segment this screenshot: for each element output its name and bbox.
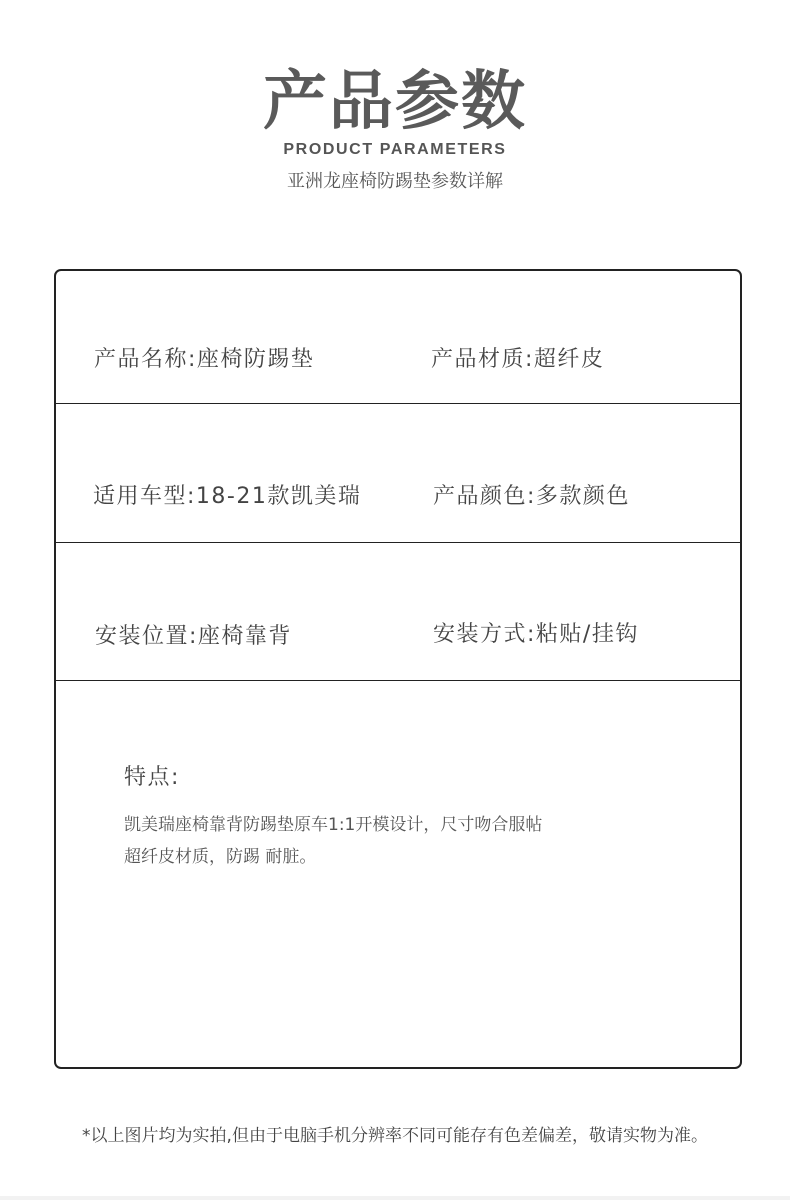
features-title: 特点:	[124, 765, 180, 790]
param-row	[56, 404, 740, 543]
param-compatible-model: 适用车型:18-21款凯美瑞	[93, 484, 362, 509]
param-row	[56, 543, 740, 681]
features-line: 超纤皮材质，防踢 耐脏。	[124, 847, 317, 867]
param-install-method: 安装方式:粘贴/挂钩	[433, 622, 639, 647]
features-line: 凯美瑞座椅靠背防踢垫原车1:1开模设计，尺寸吻合服帖	[124, 815, 543, 835]
param-product-color: 产品颜色:多款颜色	[433, 484, 630, 509]
disclaimer-note: *以上图片均为实拍,但由于电脑手机分辨率不同可能存有色差偏差，敬请实物为准。	[82, 1126, 708, 1146]
param-product-material: 产品材质:超纤皮	[431, 347, 605, 372]
features-section	[124, 763, 684, 873]
parameters-card	[54, 269, 742, 1069]
page-title: 产品参数	[263, 65, 527, 139]
param-row	[56, 271, 740, 404]
param-install-position: 安装位置:座椅靠背	[95, 624, 292, 649]
param-product-name: 产品名称:座椅防踢垫	[94, 347, 315, 372]
page-subtitle-chinese: 亚洲龙座椅防踢垫参数详解	[287, 171, 503, 192]
page-subtitle-english: PRODUCT PARAMETERS	[283, 141, 507, 158]
bottom-divider	[0, 1196, 790, 1200]
